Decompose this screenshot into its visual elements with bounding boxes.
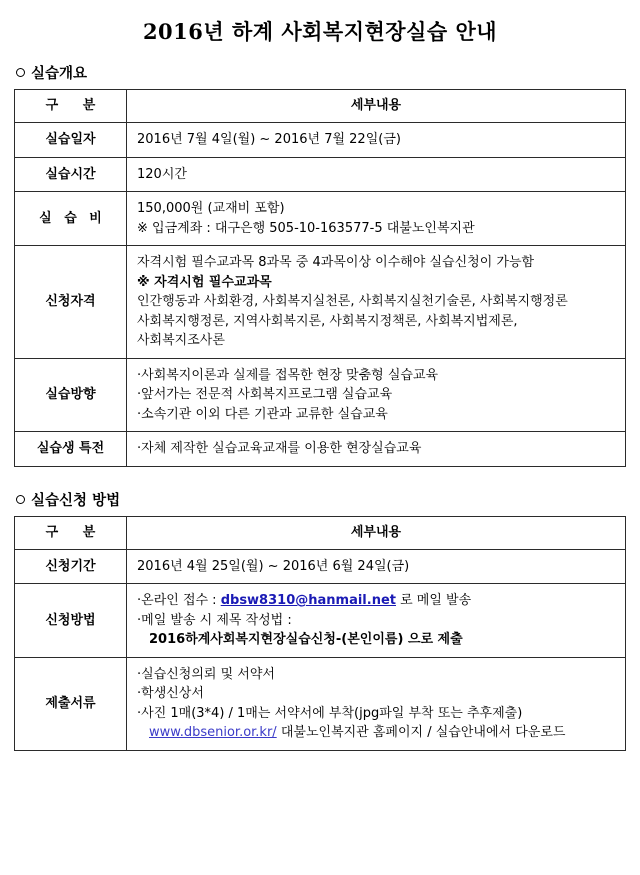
row-content-practice-date: 2016년 7월 4일(월) ~ 2016년 7월 22일(금): [127, 123, 626, 158]
row-label-application-method: 신청방법: [15, 584, 127, 658]
table-row: [15, 123, 626, 158]
email-link[interactable]: dbsw8310@hanmail.net: [220, 593, 396, 608]
online-submit-suffix: 로 메일 발송: [395, 593, 472, 608]
column-header-label: 구 분: [15, 516, 127, 549]
table-row: [15, 246, 626, 359]
table-row: [15, 358, 626, 432]
table-row: [15, 549, 626, 584]
circle-bullet-icon: [16, 68, 25, 77]
row-content-practice-fee: 150,000원 (교재비 포함) ※ 입금계좌 : 대구은행 505-10-163577-5 대불노인복지관: [127, 192, 626, 246]
row-label-benefits: 실습생 특전: [15, 432, 127, 467]
column-header-detail: 세부내용: [127, 90, 626, 123]
column-header-label: 구 분: [15, 90, 127, 123]
table-row: [15, 584, 626, 658]
section-heading-application-label: 실습신청 방법: [31, 492, 121, 509]
row-label-application-period: 신청기간: [15, 549, 127, 584]
circle-bullet-icon: [16, 495, 25, 504]
table-header-row: [15, 516, 626, 549]
row-label-practice-hours: 실습시간: [15, 157, 127, 192]
row-label-practice-fee: 실 습 비: [15, 192, 127, 246]
section-heading-overview: [16, 62, 626, 83]
row-label-direction: 실습방향: [15, 358, 127, 432]
application-table: [14, 516, 626, 751]
row-content-eligibility: 자격시험 필수교과목 8과목 중 4과목이상 이수해야 실습신청이 가능함 ※ 자격시험 필수교과목 인간행동과 사회환경, 사회복지실천론, 사회복지실천기술론, 사회복지행정론 사회복지행정론, 지역사회복지론, 사회복지정책론, 사회복지법제론, 사회복지조사론: [127, 246, 626, 359]
row-content-practice-hours: 120시간: [127, 157, 626, 192]
table-row: [15, 157, 626, 192]
row-label-documents: 제출서류: [15, 657, 127, 750]
page-title: 2016년 하계 사회복지현장실습 안내: [142, 19, 498, 44]
column-header-detail: 세부내용: [127, 516, 626, 549]
table-row: [15, 657, 626, 750]
row-content-direction: ·사회복지이론과 실제를 접목한 현장 맞춤형 실습교육 ·앞서가는 전문적 사회복지프로그램 실습교육 ·소속기관 이외 다른 기관과 교류한 실습교육: [127, 358, 626, 432]
row-content-benefits: ·자체 제작한 실습교육교재를 이용한 현장실습교육: [127, 432, 626, 467]
download-note: 대불노인복지관 홈페이지 / 실습안내에서 다운로드: [276, 725, 566, 740]
section-heading-overview-label: 실습개요: [31, 66, 88, 82]
homepage-link[interactable]: www.dbsenior.or.kr/: [149, 725, 277, 740]
row-label-eligibility: 신청자격: [15, 246, 127, 359]
row-content-application-period: 2016년 4월 25일(월) ~ 2016년 6월 24일(금): [127, 549, 626, 584]
row-content-application-method: ·온라인 접수 : dbsw8310@hanmail.net 로 메일 발송 ·메일 발송 시 제목 작성법 : 2016하계사회복지현장실습신청-(본인이름) 으로 제출: [127, 584, 626, 658]
row-content-documents: ·실습신청의뢰 및 서약서 ·학생신상서 ·사진 1매(3*4) / 1매는 서약서에 부착(jpg파일 부착 또는 추후제출) www.dbsenior.or.kr/ 대불노인복지관 홈페이지 / 실습안내에서 다운로드: [127, 657, 626, 750]
table-header-row: [15, 90, 626, 123]
online-submit-prefix: ·온라인 접수 :: [137, 593, 221, 608]
row-label-practice-date: 실습일자: [15, 123, 127, 158]
table-row: [15, 432, 626, 467]
section-heading-application: [16, 489, 626, 510]
table-row: [15, 192, 626, 246]
overview-table: [14, 89, 626, 467]
